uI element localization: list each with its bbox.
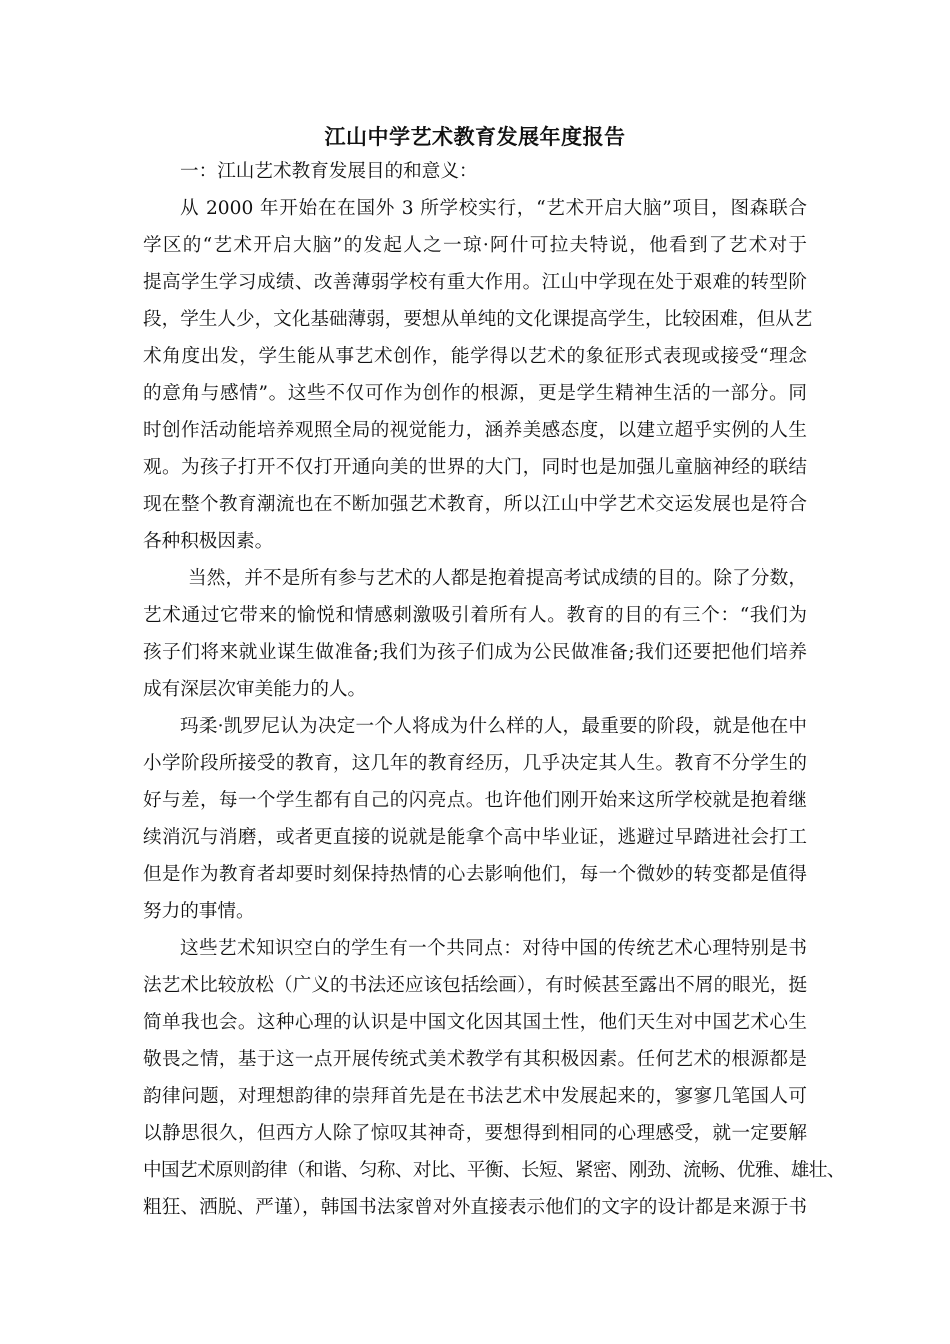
paragraph-line: 学区的“艺术开启大脑”的发起人之一琼·阿什可拉夫特说，他看到了艺术对于 [143, 235, 807, 256]
paragraph-line: 但是作为教育者却要时刻保持热情的心去影响他们，每一个微妙的转变都是值得 [143, 864, 807, 885]
paragraph-line: 小学阶段所接受的教育，这几年的教育经历，几乎决定其人生。教育不分学生的 [143, 753, 807, 774]
paragraph-line: 这些艺术知识空白的学生有一个共同点：对待中国的传统艺术心理特别是书 [180, 938, 807, 959]
paragraph-line: 续消沉与消磨，或者更直接的说就是能拿个高中毕业证，逃避过早踏进社会打工 [143, 827, 807, 848]
paragraph-line: 粗狂、洒脱、严谨），韩国书法家曾对外直接表示他们的文字的设计都是来源于书 [143, 1197, 807, 1218]
paragraph-line: 简单我也会。这种心理的认识是中国文化因其国土性，他们天生对中国艺术心生 [143, 1012, 807, 1033]
section-heading: 一：江山艺术教育发展目的和意义： [180, 161, 478, 182]
paragraph-line: 努力的事情。 [143, 901, 255, 922]
paragraph-line: 好与差，每一个学生都有自己的闪亮点。也许他们刚开始来这所学校就是抱着继 [143, 790, 807, 811]
document-title: 江山中学艺术教育发展年度报告 [324, 125, 626, 149]
paragraph-line: 提高学生学习成绩、改善薄弱学校有重大作用。江山中学现在处于艰难的转型阶 [143, 272, 807, 293]
paragraph-line: 韵律问题，对理想韵律的崇拜首先是在书法艺术中发展起来的，寥寥几笔国人可 [143, 1086, 807, 1107]
paragraph-line: 孩子们将来就业谋生做准备;我们为孩子们成为公民做准备;我们还要把他们培养 [143, 642, 807, 663]
paragraph-line: 以静思很久，但西方人除了惊叹其神奇，要想得到相同的心理感受，就一定要解 [143, 1123, 807, 1144]
paragraph-line: 成有深层次审美能力的人。 [143, 679, 367, 700]
paragraph-line: 法艺术比较放松（广义的书法还应该包括绘画），有时候甚至露出不屑的眼光，挺 [143, 975, 807, 996]
paragraph-line: 从 2000 年开始在在国外 3 所学校实行，“艺术开启大脑”项目，图森联合 [180, 198, 807, 219]
paragraph-line: 的意角与感情”。这些不仅可作为创作的根源，更是学生精神生活的一部分。同 [143, 383, 807, 404]
paragraph-line: 艺术通过它带来的愉悦和情感刺激吸引着所有人。教育的目的有三个：“我们为 [143, 605, 807, 626]
paragraph-line: 各种积极因素。 [143, 531, 274, 552]
paragraph-line: 观。为孩子打开不仅打开通向美的世界的大门，同时也是加强儿童脑神经的联结 [143, 457, 807, 478]
paragraph-line: 段，学生人少，文化基础薄弱，要想从单纯的文化课提高学生，比较困难，但从艺 [143, 309, 813, 330]
paragraph-line: 术角度出发，学生能从事艺术创作，能学得以艺术的象征形式表现或接受“理念 [143, 346, 807, 367]
paragraph-line: 当然，并不是所有参与艺术的人都是抱着提高考试成绩的目的。除了分数， [188, 568, 807, 589]
paragraph-line: 时创作活动能培养观照全局的视觉能力，涵养美感态度，以建立超乎实例的人生 [143, 420, 807, 441]
paragraph-line: 敬畏之情，基于这一点开展传统式美术教学有其积极因素。任何艺术的根源都是 [143, 1049, 807, 1070]
paragraph-line: 现在整个教育潮流也在不断加强艺术教育，所以江山中学艺术交运发展也是符合 [143, 494, 807, 515]
paragraph-line: 玛柔·凯罗尼认为决定一个人将成为什么样的人，最重要的阶段，就是他在中 [180, 716, 807, 737]
paragraph-line: 中国艺术原则韵律（和谐、匀称、对比、平衡、长短、紧密、刚劲、流畅、优雅、雄壮、 [143, 1160, 845, 1181]
